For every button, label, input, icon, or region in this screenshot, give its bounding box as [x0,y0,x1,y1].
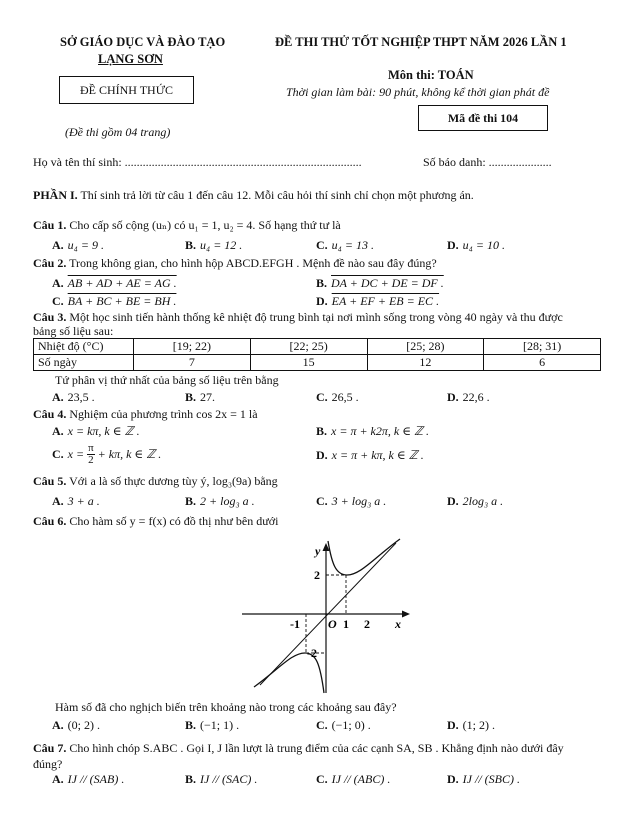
question-text: Với a là số thực dương tùy ý, log₃(9a) bằng [69,474,278,488]
q5-option-d[interactable] [447,494,503,509]
option-letter: B. [316,276,328,290]
y-axis-label: y [315,544,321,558]
q3-option-c[interactable] [316,390,359,405]
exam-code-label: Mã đề thi 104 [447,110,519,125]
option-letter: C. [316,390,328,404]
temperature-table [33,338,601,371]
option-letter: C. [316,718,328,732]
option-text: DA + DC + DE = DF . [331,276,444,290]
q7-option-c[interactable] [316,772,390,787]
table-cell: 6 [484,355,601,371]
q5-option-a[interactable] [52,494,100,509]
exam-title: ĐỀ THI THỬ TỐT NGHIỆP THPT NĂM 2026 LẦN 1 [275,35,567,49]
q1-option-b[interactable] [185,238,242,253]
option-text: IJ // (SAB) . [67,772,125,786]
official-exam-label: ĐỀ CHÍNH THỨC [79,82,174,97]
option-text-pre: x = [67,447,85,461]
option-letter: B. [316,424,328,438]
option-letter: B. [185,494,197,508]
fraction-numerator: π [88,442,94,454]
option-text: 2 + log₃ a . [200,494,255,508]
option-text: (1; 2) . [462,718,495,732]
q7-option-a[interactable] [52,772,124,787]
option-text: IJ // (SBC) . [462,772,520,786]
option-letter: A. [52,424,64,438]
option-text: IJ // (ABC) . [331,772,391,786]
q2-option-c[interactable] [52,294,176,309]
tick-label-x1: 1 [343,617,349,631]
department-name: SỞ GIÁO DỤC VÀ ĐÀO TẠO [60,35,226,49]
q1-option-a[interactable] [52,238,104,253]
option-text: 26,5 . [331,390,359,404]
q3-option-a[interactable] [52,390,95,405]
part1-title: PHẦN I. [33,188,78,202]
candidate-name-field: Họ và tên thí sinh: ............................................................................... [33,155,362,169]
function-graph [240,535,420,695]
pages-note: (Đề thi gồm 04 trang) [65,125,171,139]
tick-label-yneg2: -2 [307,646,317,660]
option-text: u₄ = 9 . [67,238,104,252]
option-letter: A. [52,390,64,404]
option-letter: A. [52,276,64,290]
question-label: Câu 2. [33,256,67,270]
question-text: Một học sinh tiến hành thống kê nhiệt độ trung bình tại nơi mình sống trong vòng 40 ngày và thu được [69,310,563,324]
q2-option-b[interactable] [316,276,444,291]
curve-right-branch [328,539,400,575]
option-letter: D. [447,390,459,404]
tick-label-x2: 2 [364,617,370,631]
option-letter: C. [316,238,328,252]
option-letter: D. [316,294,328,308]
q4-option-d[interactable] [316,448,424,463]
time-line: Thời gian làm bài: 90 phút, không kể thời gian phát đề [286,85,550,99]
question-3-after: Tứ phân vị thứ nhất của bảng số liệu trên bằng [55,373,279,387]
option-text: 27. [200,390,216,404]
question-label: Câu 7. [33,741,67,755]
option-text: (−1; 1) . [200,718,240,732]
option-text: 3 + a . [67,494,100,508]
option-text: u₄ = 12 . [200,238,243,252]
option-letter: D. [447,772,459,786]
option-text: (−1; 0) . [331,718,371,732]
x-axis-arrow [402,611,410,618]
question-6-after: Hàm số đã cho nghịch biến trên khoảng nào trong các khoảng sau đây? [55,700,397,714]
q2-option-a[interactable] [52,276,177,291]
q6-option-c[interactable] [316,718,371,733]
option-text: x = π + k2π, k ∈ ℤ . [331,424,430,438]
question-label: Câu 3. [33,310,67,324]
exam-code-box [418,105,548,131]
option-letter: A. [52,494,64,508]
option-letter: A. [52,772,64,786]
option-letter: B. [185,390,197,404]
option-text: u₄ = 13 . [331,238,374,252]
question-3 [33,310,563,325]
option-text: 22,6 . [462,390,490,404]
option-text: 2log₃ a . [462,494,504,508]
question-text: Cho hình chóp S.ABC . Gọi I, J lần lượt là trung điểm của các cạnh SA, SB . Khẳng định nào dưới đây [69,741,564,755]
table-cell: 12 [367,355,484,371]
option-letter: D. [447,494,459,508]
part1-heading [33,188,474,203]
q4-option-a[interactable] [52,424,140,439]
question-label: Câu 5. [33,474,67,488]
question-3-cont: bảng số liệu sau: [33,324,114,338]
table-cell: [28; 31) [484,339,601,355]
q3-option-d[interactable] [447,390,490,405]
option-letter: B. [185,718,197,732]
q7-option-d[interactable] [447,772,520,787]
q4-option-b[interactable] [316,424,429,439]
table-cell: 7 [134,355,251,371]
q7-option-b[interactable] [185,772,257,787]
option-letter: A. [52,238,64,252]
option-text: AB + AD + AE = AG . [67,276,177,290]
question-2 [33,256,437,271]
province-name: LẠNG SƠN [98,52,163,66]
option-letter: C. [316,494,328,508]
option-text: (0; 2) . [67,718,100,732]
option-letter: C. [52,294,64,308]
official-exam-box [59,76,194,104]
question-text: Cho cấp số cộng (uₙ) có u₁ = 1, u₂ = 4. Số hạng thứ tư là [69,218,341,232]
tick-label-y2: 2 [314,568,320,582]
option-text: 3 + log₃ a . [331,494,387,508]
option-letter: A. [52,718,64,732]
option-text: BA + BC + BE = BH . [67,294,177,308]
question-5 [33,474,278,489]
x-axis-label: x [395,617,401,631]
option-text-post: + kπ, k ∈ ℤ . [97,447,162,461]
tick-label-xneg1: -1 [290,617,300,631]
q1-option-d[interactable] [447,238,505,253]
option-text: 23,5 . [67,390,95,404]
question-text: Cho hàm số y = f(x) có đồ thị như bên dưới [69,514,279,528]
table-cell: Số ngày [34,355,134,371]
table-row [34,339,601,355]
option-letter: D. [447,238,459,252]
option-letter: C. [316,772,328,786]
option-text: x = π + kπ, k ∈ ℤ . [331,448,424,462]
q5-option-b[interactable] [185,494,255,509]
question-1 [33,218,341,233]
question-6 [33,514,278,529]
candidate-number-field: Số báo danh: ..................... [423,155,552,169]
option-letter: C. [52,447,64,461]
part1-text: Thí sinh trả lời từ câu 1 đến câu 12. Mỗi câu hỏi thí sinh chỉ chọn một phương án. [80,188,474,202]
fraction-denominator: 2 [88,454,94,466]
subject-line: Môn thi: TOÁN [388,68,474,82]
table-cell: [19; 22) [134,339,251,355]
table-cell: [22; 25) [250,339,367,355]
option-text: IJ // (SAC) . [200,772,258,786]
option-letter: D. [447,718,459,732]
question-text: Trong không gian, cho hình hộp ABCD.EFGH . Mệnh đề nào sau đây đúng? [69,256,437,270]
q4-option-c[interactable] [52,443,161,466]
q6-option-d[interactable] [447,718,495,733]
question-label: Câu 4. [33,407,67,421]
table-cell: [25; 28) [367,339,484,355]
q5-option-c[interactable] [316,494,386,509]
q6-option-b[interactable] [185,718,239,733]
table-cell: Nhiệt độ (°C) [34,339,134,355]
option-text: EA + EF + EB = EC . [331,294,440,308]
q3-option-b[interactable] [185,390,215,405]
option-letter: B. [185,238,197,252]
option-text: x = kπ, k ∈ ℤ . [67,424,140,438]
option-letter: D. [316,448,328,462]
question-7-cont: đúng? [33,757,63,771]
q2-option-d[interactable] [316,294,439,309]
question-text: Nghiệm của phương trình cos 2x = 1 là [69,407,258,421]
origin-label: O [328,617,337,631]
question-7 [33,741,564,756]
question-label: Câu 6. [33,514,67,528]
table-row [34,355,601,371]
table-cell: 15 [250,355,367,371]
q1-option-c[interactable] [316,238,374,253]
question-label: Câu 1. [33,218,67,232]
option-text: u₄ = 10 . [462,238,505,252]
question-4 [33,407,258,422]
fraction [87,443,95,466]
q6-option-a[interactable] [52,718,100,733]
option-letter: B. [185,772,197,786]
